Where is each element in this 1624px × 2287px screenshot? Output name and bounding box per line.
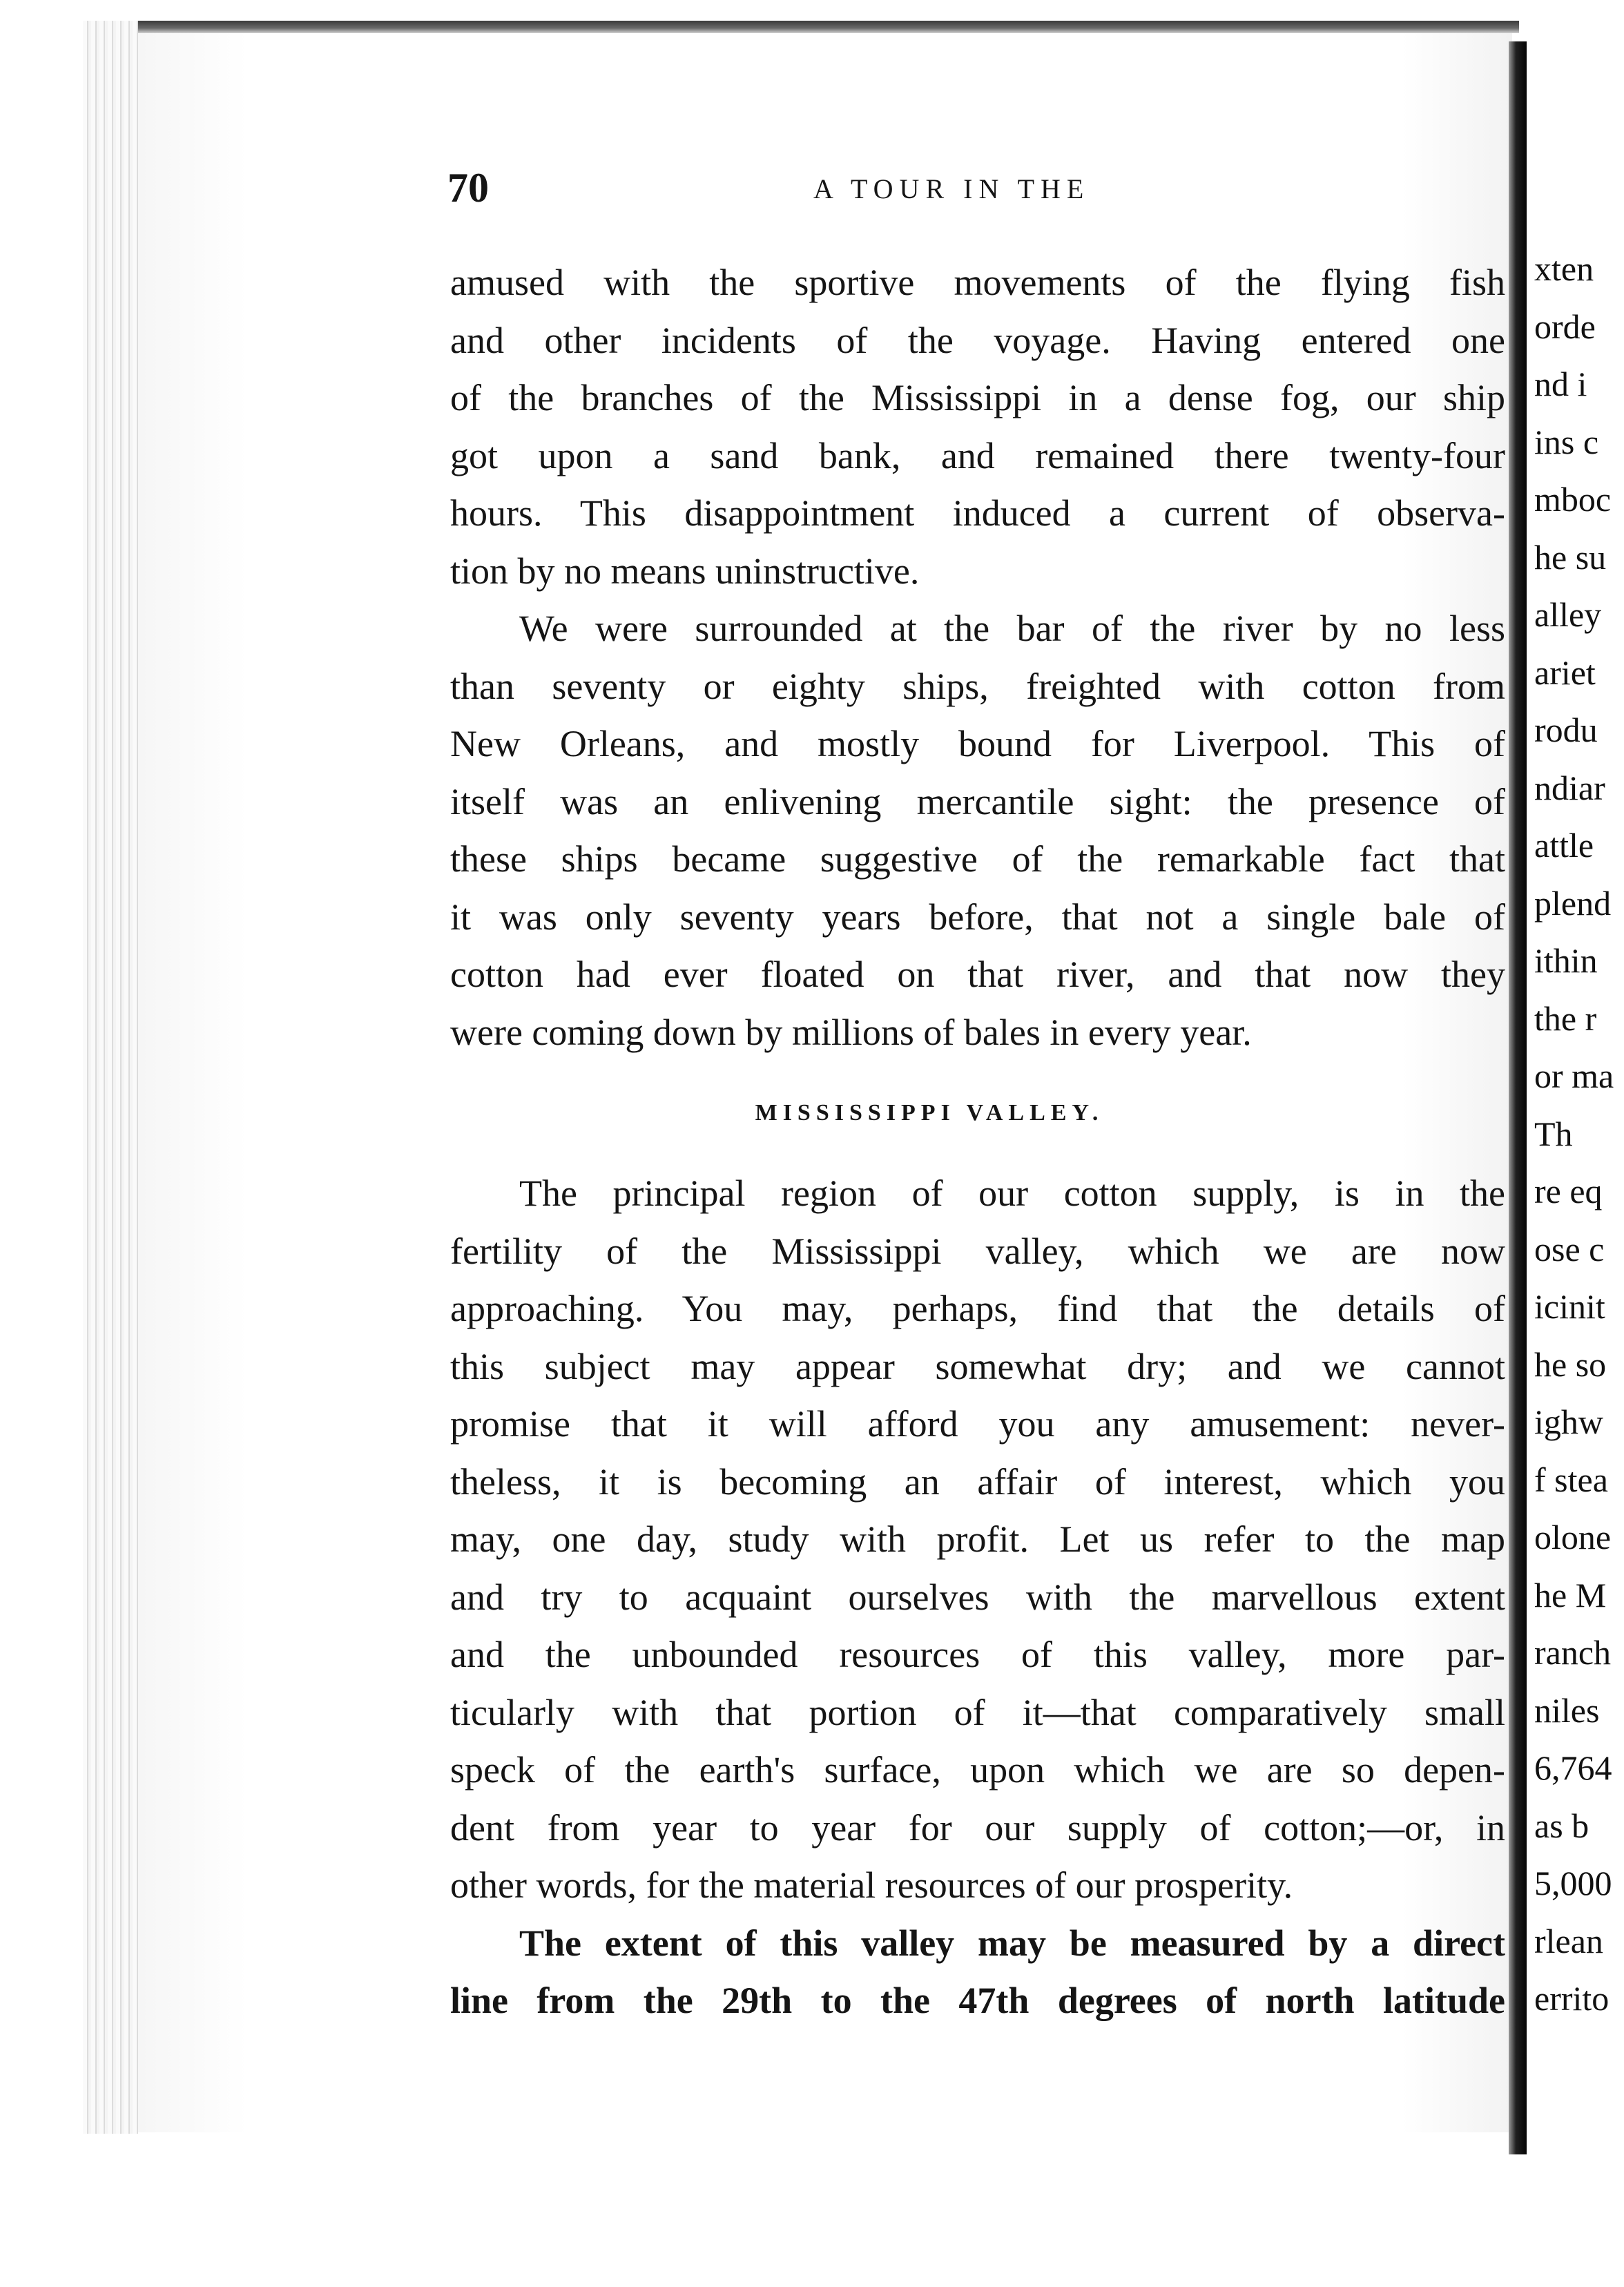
facing-page-line: re eq <box>1534 1172 1603 1210</box>
text-line: tion by no means uninstructive. <box>450 550 920 592</box>
text-line: this subject may appear somewhat dry; and we cannot <box>450 1345 1505 1387</box>
page-number: 70 <box>447 165 489 211</box>
facing-page-line: olone <box>1534 1518 1612 1556</box>
facing-page-line: nd i <box>1534 365 1587 403</box>
facing-page-line: ose c <box>1534 1229 1605 1268</box>
text-line: dent from year to year for our supply of cotton;—or, in <box>450 1806 1505 1849</box>
text-line: cotton had ever floated on that river, and that now they <box>450 954 1505 995</box>
facing-page-line: or ma <box>1534 1056 1614 1095</box>
text-line: other words, for the material resources of our prosperity. <box>450 1864 1293 1906</box>
facing-page-line: ndiar <box>1534 768 1605 807</box>
facing-page-line: alley <box>1534 595 1602 634</box>
text-line: than seventy or eighty ships, freighted with cotton from <box>450 665 1505 707</box>
text-line: amused with the sportive movements of the flying fish <box>450 262 1505 303</box>
facing-page-line: plend <box>1534 883 1612 923</box>
text-line: were coming down by millions of bales in every year. <box>450 1011 1252 1053</box>
facing-page-line: ranch <box>1534 1633 1612 1672</box>
text-line: hours. This disappointment induced a current of observa- <box>450 492 1505 534</box>
text-line: and other incidents of the voyage. Having entered one <box>450 319 1505 361</box>
page-top-edge <box>83 21 1519 33</box>
facing-page-line: as b <box>1534 1806 1589 1845</box>
facing-page-line: rodu <box>1534 711 1598 749</box>
text-line: it was only seventy years before, that not a single bale of <box>450 896 1505 938</box>
facing-page-line: icinit <box>1534 1287 1605 1326</box>
facing-page-line: the r <box>1534 998 1597 1038</box>
facing-page-line: 5,000 <box>1534 1864 1612 1902</box>
facing-page-line: niles <box>1534 1690 1600 1730</box>
facing-page-line: Th <box>1534 1114 1573 1153</box>
text-line: promise that it will afford you any amusement: never- <box>450 1403 1505 1445</box>
section-heading: MISSISSIPPI VALLEY. <box>755 1100 1104 1126</box>
facing-page-line: ins c <box>1534 422 1599 461</box>
facing-page-line: ariet <box>1534 653 1596 692</box>
text-line: fertility of the Mississippi valley, which we are now <box>450 1230 1505 1272</box>
facing-page-line: 6,764 <box>1534 1748 1612 1787</box>
text-line: The principal region of our cotton supply, is in the <box>519 1173 1505 1214</box>
text-line: ticularly with that portion of it—that comparatively small <box>450 1691 1505 1733</box>
text-line: these ships became suggestive of the remarkable fact that <box>450 838 1505 880</box>
facing-page-line: mboc <box>1534 480 1612 519</box>
facing-page-line: xten <box>1534 249 1594 288</box>
facing-page-line: orde <box>1534 307 1596 346</box>
facing-page-line: ithin <box>1534 941 1598 980</box>
facing-page-line: f stea <box>1534 1460 1608 1499</box>
running-title: A TOUR IN THE <box>813 173 1090 204</box>
text-line: We were surrounded at the bar of the river by no less <box>519 608 1505 649</box>
facing-page-line: ighw <box>1534 1402 1603 1441</box>
text-line: got upon a sand bank, and remained there twenty-four <box>450 434 1505 476</box>
text-line: may, one day, study with profit. Let us refer to the map <box>450 1518 1505 1560</box>
facing-page-line: rlean <box>1534 1921 1603 1960</box>
page-stack-edge <box>83 21 138 2134</box>
facing-page-line: attle <box>1534 826 1594 865</box>
book-gutter <box>1509 41 1527 2154</box>
text-line: The extent of this valley may be measured by a direct <box>519 1922 1505 1964</box>
text-line: line from the 29th to the 47th degrees of north latitude <box>450 1980 1505 2021</box>
text-line: approaching. You may, perhaps, find that the details of <box>450 1288 1505 1329</box>
text-line: and try to acquaint ourselves with the marvellous extent <box>450 1576 1505 1618</box>
facing-page-line: he so <box>1534 1344 1607 1384</box>
text-line: theless, it is becoming an affair of interest, which you <box>450 1460 1505 1503</box>
facing-page-line: he su <box>1534 537 1607 577</box>
text-line: itself was an enlivening mercantile sight: the presence of <box>450 780 1505 822</box>
text-line: New Orleans, and mostly bound for Liverpool. This of <box>450 723 1505 764</box>
text-line: speck of the earth's surface, upon which we are so depen- <box>450 1749 1505 1791</box>
text-line: and the unbounded resources of this valley, more par- <box>450 1634 1505 1675</box>
facing-page-line: errito <box>1534 1979 1610 2018</box>
page-body <box>450 254 1505 2030</box>
text-line: of the branches of the Mississippi in a dense fog, our ship <box>450 377 1505 418</box>
facing-page-line: he M <box>1534 1575 1607 1614</box>
